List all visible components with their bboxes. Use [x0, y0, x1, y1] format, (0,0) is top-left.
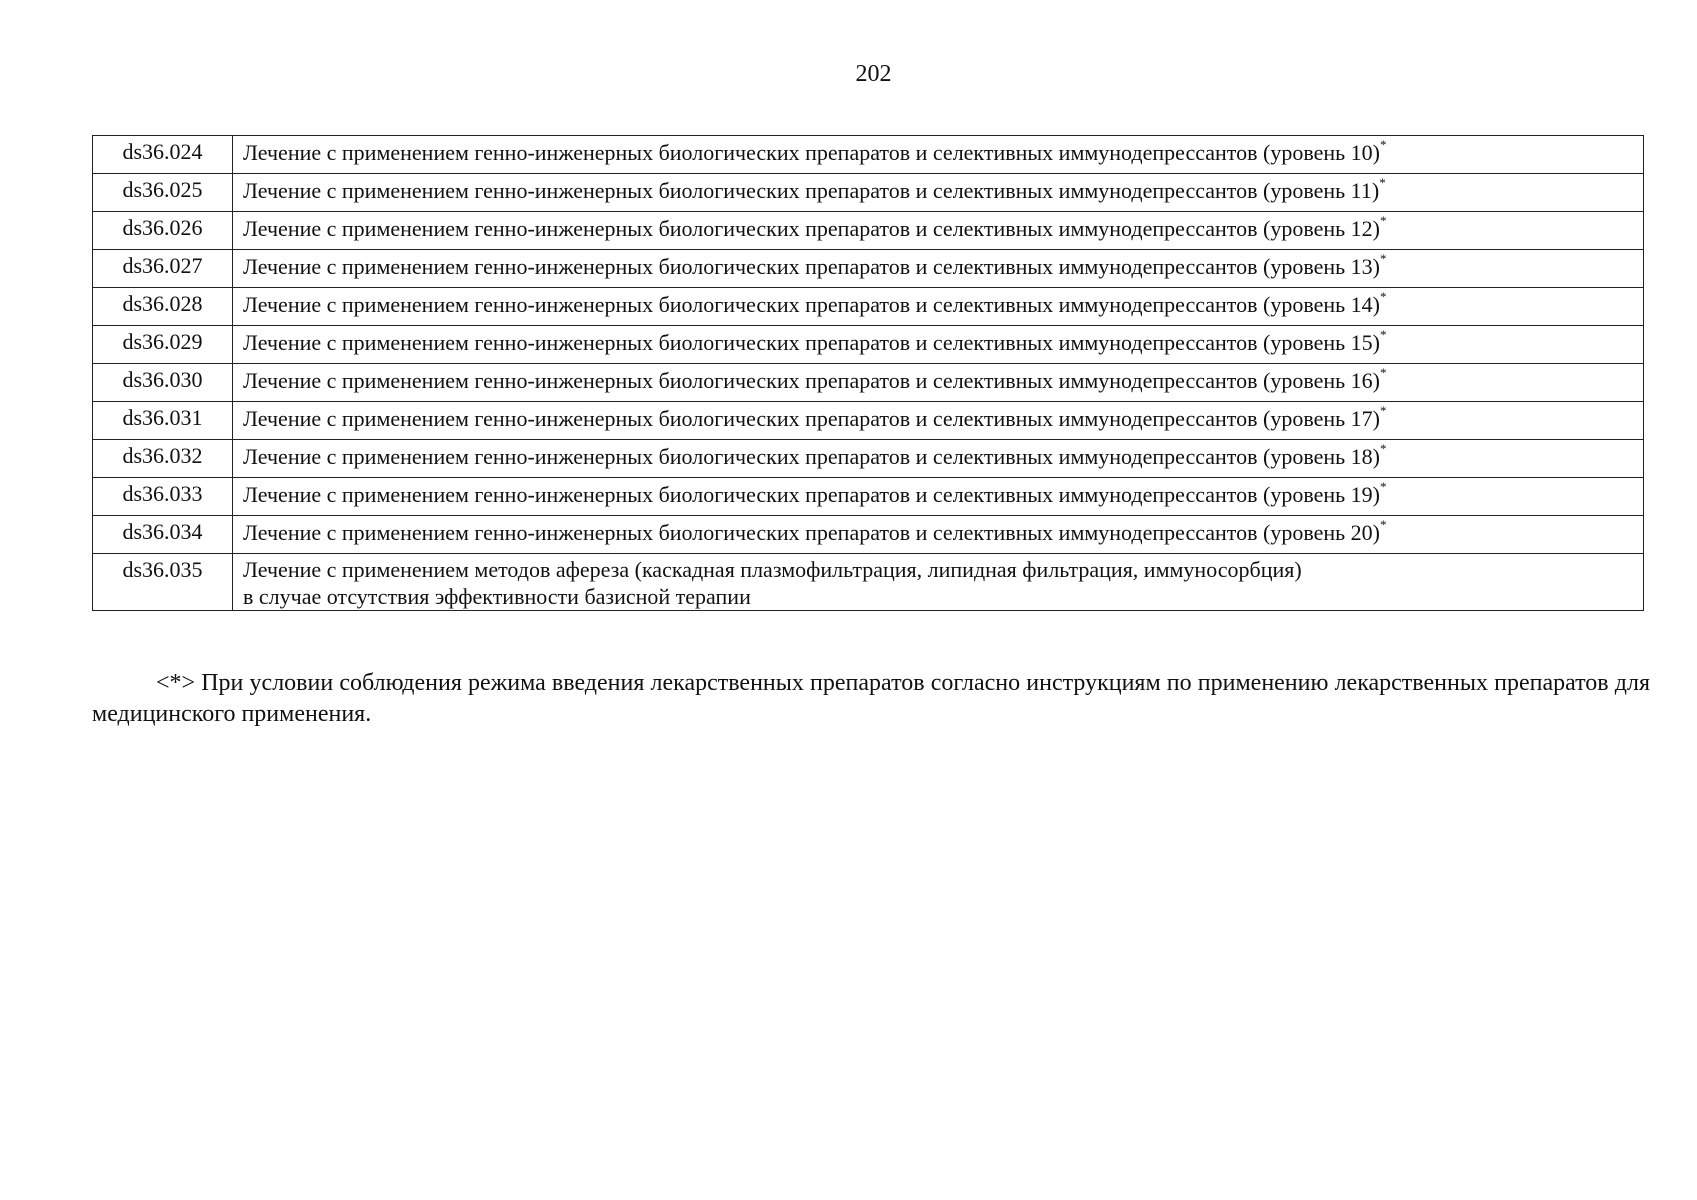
footnote-mark: * [1380, 288, 1387, 304]
table-row [93, 136, 1644, 174]
footnote-mark: * [1380, 212, 1387, 228]
row-description-text: Лечение с применением генно-инженерных биологических препаратов и селективных иммунодепрессантов (уровень 17) [243, 406, 1380, 431]
footnote-mark: * [1380, 402, 1387, 418]
row-description [233, 402, 1644, 440]
row-description [233, 478, 1644, 516]
footnote-mark: * [1380, 364, 1387, 380]
row-code: ds36.024 [93, 136, 233, 174]
footnote-mark: * [1380, 440, 1387, 456]
footnote-mark: * [1380, 516, 1387, 532]
row-code: ds36.034 [93, 516, 233, 554]
row-description-text: Лечение с применением генно-инженерных биологических препаратов и селективных иммунодепрессантов (уровень 11) [243, 178, 1380, 203]
table-row [93, 554, 1644, 611]
row-description-text-line2: в случае отсутствия эффективности базисной терапии [243, 584, 751, 609]
row-description-text: Лечение с применением генно-инженерных биологических препаратов и селективных иммунодепрессантов (уровень 16) [243, 368, 1380, 393]
footnote-mark: * [1379, 174, 1386, 190]
row-code: ds36.029 [93, 326, 233, 364]
row-description-text: Лечение с применением генно-инженерных биологических препаратов и селективных иммунодепрессантов (уровень 14) [243, 292, 1380, 317]
row-code: ds36.026 [93, 212, 233, 250]
row-description-text: Лечение с применением генно-инженерных биологических препаратов и селективных иммунодепрессантов (уровень 15) [243, 330, 1380, 355]
page-number: 202 [855, 61, 892, 87]
table-row [93, 174, 1644, 212]
table-row [93, 212, 1644, 250]
table-row [93, 288, 1644, 326]
row-code: ds36.032 [93, 440, 233, 478]
row-code: ds36.033 [93, 478, 233, 516]
row-description [233, 212, 1644, 250]
row-description [233, 174, 1644, 212]
row-description [233, 440, 1644, 478]
footnote-mark: * [1380, 478, 1387, 494]
row-description [233, 250, 1644, 288]
row-description [233, 136, 1644, 174]
row-code: ds36.035 [93, 554, 233, 611]
tariff-table [92, 135, 1644, 611]
row-description [233, 554, 1644, 611]
row-description-text: Лечение с применением генно-инженерных биологических препаратов и селективных иммунодепрессантов (уровень 19) [243, 482, 1380, 507]
table-row [93, 440, 1644, 478]
table-row [93, 250, 1644, 288]
row-code: ds36.030 [93, 364, 233, 402]
row-description [233, 364, 1644, 402]
row-description-text: Лечение с применением методов афереза (каскадная плазмофильтрация, липидная фильтрация, иммуносорбция) [243, 557, 1302, 582]
row-description-text: Лечение с применением генно-инженерных биологических препаратов и селективных иммунодепрессантов (уровень 20) [243, 520, 1380, 545]
row-description [233, 288, 1644, 326]
row-code: ds36.031 [93, 402, 233, 440]
table-row [93, 326, 1644, 364]
footnote: <*> При условии соблюдения режима введения лекарственных препаратов согласно инструкциям по применению лекарственных препаратов для медицинского применения. [92, 670, 1650, 727]
table-row [93, 478, 1644, 516]
table-row [93, 402, 1644, 440]
row-description-text: Лечение с применением генно-инженерных биологических препаратов и селективных иммунодепрессантов (уровень 18) [243, 444, 1380, 469]
table-row [93, 364, 1644, 402]
row-description [233, 516, 1644, 554]
footnote-mark: * [1380, 136, 1387, 152]
row-description-text: Лечение с применением генно-инженерных биологических препаратов и селективных иммунодепрессантов (уровень 10) [243, 140, 1380, 165]
row-description [233, 326, 1644, 364]
row-description-text: Лечение с применением генно-инженерных биологических препаратов и селективных иммунодепрессантов (уровень 13) [243, 254, 1380, 279]
table-row [93, 516, 1644, 554]
row-code: ds36.027 [93, 250, 233, 288]
row-code: ds36.025 [93, 174, 233, 212]
footnote-mark: * [1380, 250, 1387, 266]
footnote-mark: * [1380, 326, 1387, 342]
row-description-text: Лечение с применением генно-инженерных биологических препаратов и селективных иммунодепрессантов (уровень 12) [243, 216, 1380, 241]
row-code: ds36.028 [93, 288, 233, 326]
